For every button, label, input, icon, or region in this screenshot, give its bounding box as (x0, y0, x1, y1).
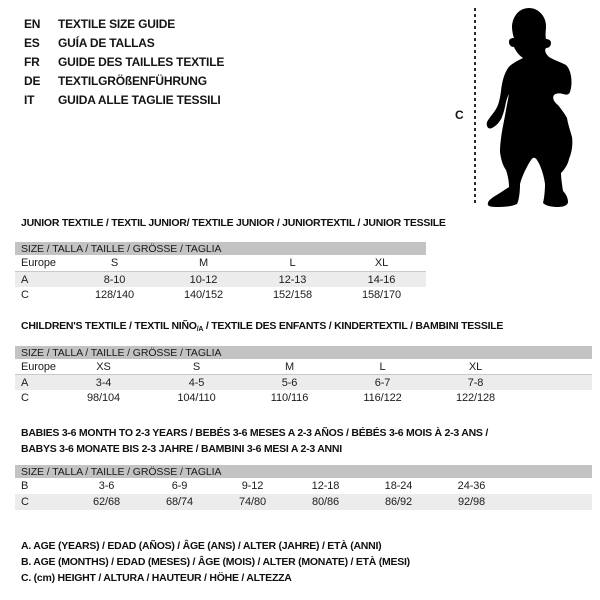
lang-label: TEXTILE SIZE GUIDE (58, 17, 176, 31)
children-size-header-bar: SIZE / TALLA / TAILLE / GRÖSSE / TAGLIA (15, 346, 592, 359)
cell: 7-8 (467, 376, 484, 389)
lang-label: GUIDA ALLE TAGLIE TESSILI (58, 93, 221, 107)
legend (21, 538, 410, 586)
size-col: XS (96, 360, 111, 373)
cell: 6-9 (171, 480, 188, 492)
cell: 86/92 (384, 496, 413, 508)
cell: 104/110 (177, 391, 216, 404)
legend-line-b: B. AGE (MONTHS) / EDAD (MESES) / ÂGE (MOIS) / ALTER (MONATE) / ETÀ (MESI) (21, 556, 410, 568)
cell: 12-18 (311, 480, 340, 492)
children-title-post: / TEXTILE DES ENFANTS / KINDERTEXTIL / BAMBINI TESSILE (203, 320, 504, 332)
height-measure-label: C (455, 108, 464, 122)
babies-section-title (21, 425, 488, 457)
size-col: M (284, 360, 295, 373)
lang-label: GUÍA DE TALLAS (58, 36, 155, 50)
size-col: XL (468, 360, 483, 373)
height-dotted-line (474, 8, 476, 206)
babies-row-c (15, 494, 592, 510)
cell: 18-24 (384, 480, 413, 492)
cell: 10-12 (189, 273, 218, 286)
size-col: S (110, 257, 119, 269)
junior-size-table (15, 242, 426, 303)
cell: 9-12 (241, 480, 264, 492)
cell: 14-16 (367, 273, 396, 286)
lang-code: IT (24, 93, 35, 107)
language-header (24, 15, 224, 110)
size-col: XL (374, 257, 389, 269)
cell: 74/80 (238, 496, 267, 508)
cell: 62/68 (92, 496, 121, 508)
size-col: L (379, 360, 386, 373)
lang-label: TEXTILGRÖßENFÜHRUNG (58, 74, 207, 88)
junior-row-a (15, 272, 426, 287)
row-label: A (21, 273, 29, 286)
cell: 92/98 (457, 496, 486, 508)
cell: 122/128 (455, 391, 496, 404)
lang-row-it (24, 91, 224, 110)
legend-line-a: A. AGE (YEARS) / EDAD (AÑOS) / ÂGE (ANS) / ALTER (JAHRE) / ETÀ (ANNI) (21, 540, 382, 552)
cell: 3-4 (95, 376, 112, 389)
row-label: C (21, 289, 29, 301)
legend-line-c: C. (cm) HEIGHT / ALTURA / HAUTEUR / HÖHE / ALTEZZA (21, 572, 292, 584)
lang-label: GUIDE DES TAILLES TEXTILE (58, 55, 225, 69)
size-col: L (289, 257, 296, 269)
children-section-title (21, 320, 503, 333)
baby-silhouette-icon (486, 4, 586, 210)
cell: 110/116 (270, 391, 309, 404)
children-size-table (15, 346, 592, 405)
cell: 116/122 (363, 391, 402, 404)
children-columns-row (15, 359, 592, 375)
cell: 152/158 (272, 289, 313, 301)
lang-code: FR (24, 55, 40, 69)
region-label: Europe (21, 257, 56, 269)
cell: 3-6 (98, 480, 115, 492)
size-col: M (198, 257, 209, 269)
cell: 68/74 (165, 496, 194, 508)
babies-title-line2: BABYS 3-6 MONATE BIS 2-3 JAHRE / BAMBINI 3-6 MESI A 2-3 ANNI (21, 443, 342, 455)
row-label: B (21, 480, 29, 492)
lang-row-de (24, 72, 224, 91)
cell: 5-6 (281, 376, 298, 389)
lang-code: ES (24, 36, 40, 50)
cell: 158/170 (361, 289, 402, 301)
junior-section-title: JUNIOR TEXTILE / TEXTIL JUNIOR/ TEXTILE JUNIOR / JUNIORTEXTIL / JUNIOR TESSILE (21, 217, 446, 229)
cell: 80/86 (311, 496, 340, 508)
cell: 128/140 (94, 289, 135, 301)
children-title-sub: /A (196, 326, 204, 333)
row-label: C (21, 496, 29, 508)
babies-size-header-bar: SIZE / TALLA / TAILLE / GRÖSSE / TAGLIA (15, 465, 592, 478)
region-label: Europe (21, 360, 56, 373)
row-label: C (21, 391, 29, 404)
cell: 140/152 (183, 289, 224, 301)
row-label: A (21, 376, 29, 389)
cell: 6-7 (374, 376, 391, 389)
size-col: S (192, 360, 201, 373)
lang-row-es (24, 34, 224, 53)
babies-row-b (15, 478, 592, 494)
children-row-c (15, 390, 592, 405)
cell: 98/104 (86, 391, 121, 404)
lang-row-fr (24, 53, 224, 72)
lang-code: EN (24, 17, 41, 31)
cell: 12-13 (278, 273, 307, 286)
junior-row-c (15, 287, 426, 303)
junior-size-header-bar: SIZE / TALLA / TAILLE / GRÖSSE / TAGLIA (15, 242, 426, 255)
children-row-a (15, 375, 592, 390)
lang-row-en (24, 15, 224, 34)
lang-code: DE (24, 74, 41, 88)
cell: 24-36 (457, 480, 486, 492)
cell: 8-10 (103, 273, 126, 286)
children-title-pre: CHILDREN'S TEXTILE / TEXTIL NIÑO (21, 320, 197, 332)
cell: 4-5 (188, 376, 205, 389)
babies-size-table (15, 465, 592, 510)
babies-title-line1: BABIES 3-6 MONTH TO 2-3 YEARS / BEBÉS 3-6 MESES A 2-3 AÑOS / BÉBÉS 3-6 MOIS À 2-3 ANS / (21, 427, 489, 439)
junior-columns-row (15, 255, 426, 272)
